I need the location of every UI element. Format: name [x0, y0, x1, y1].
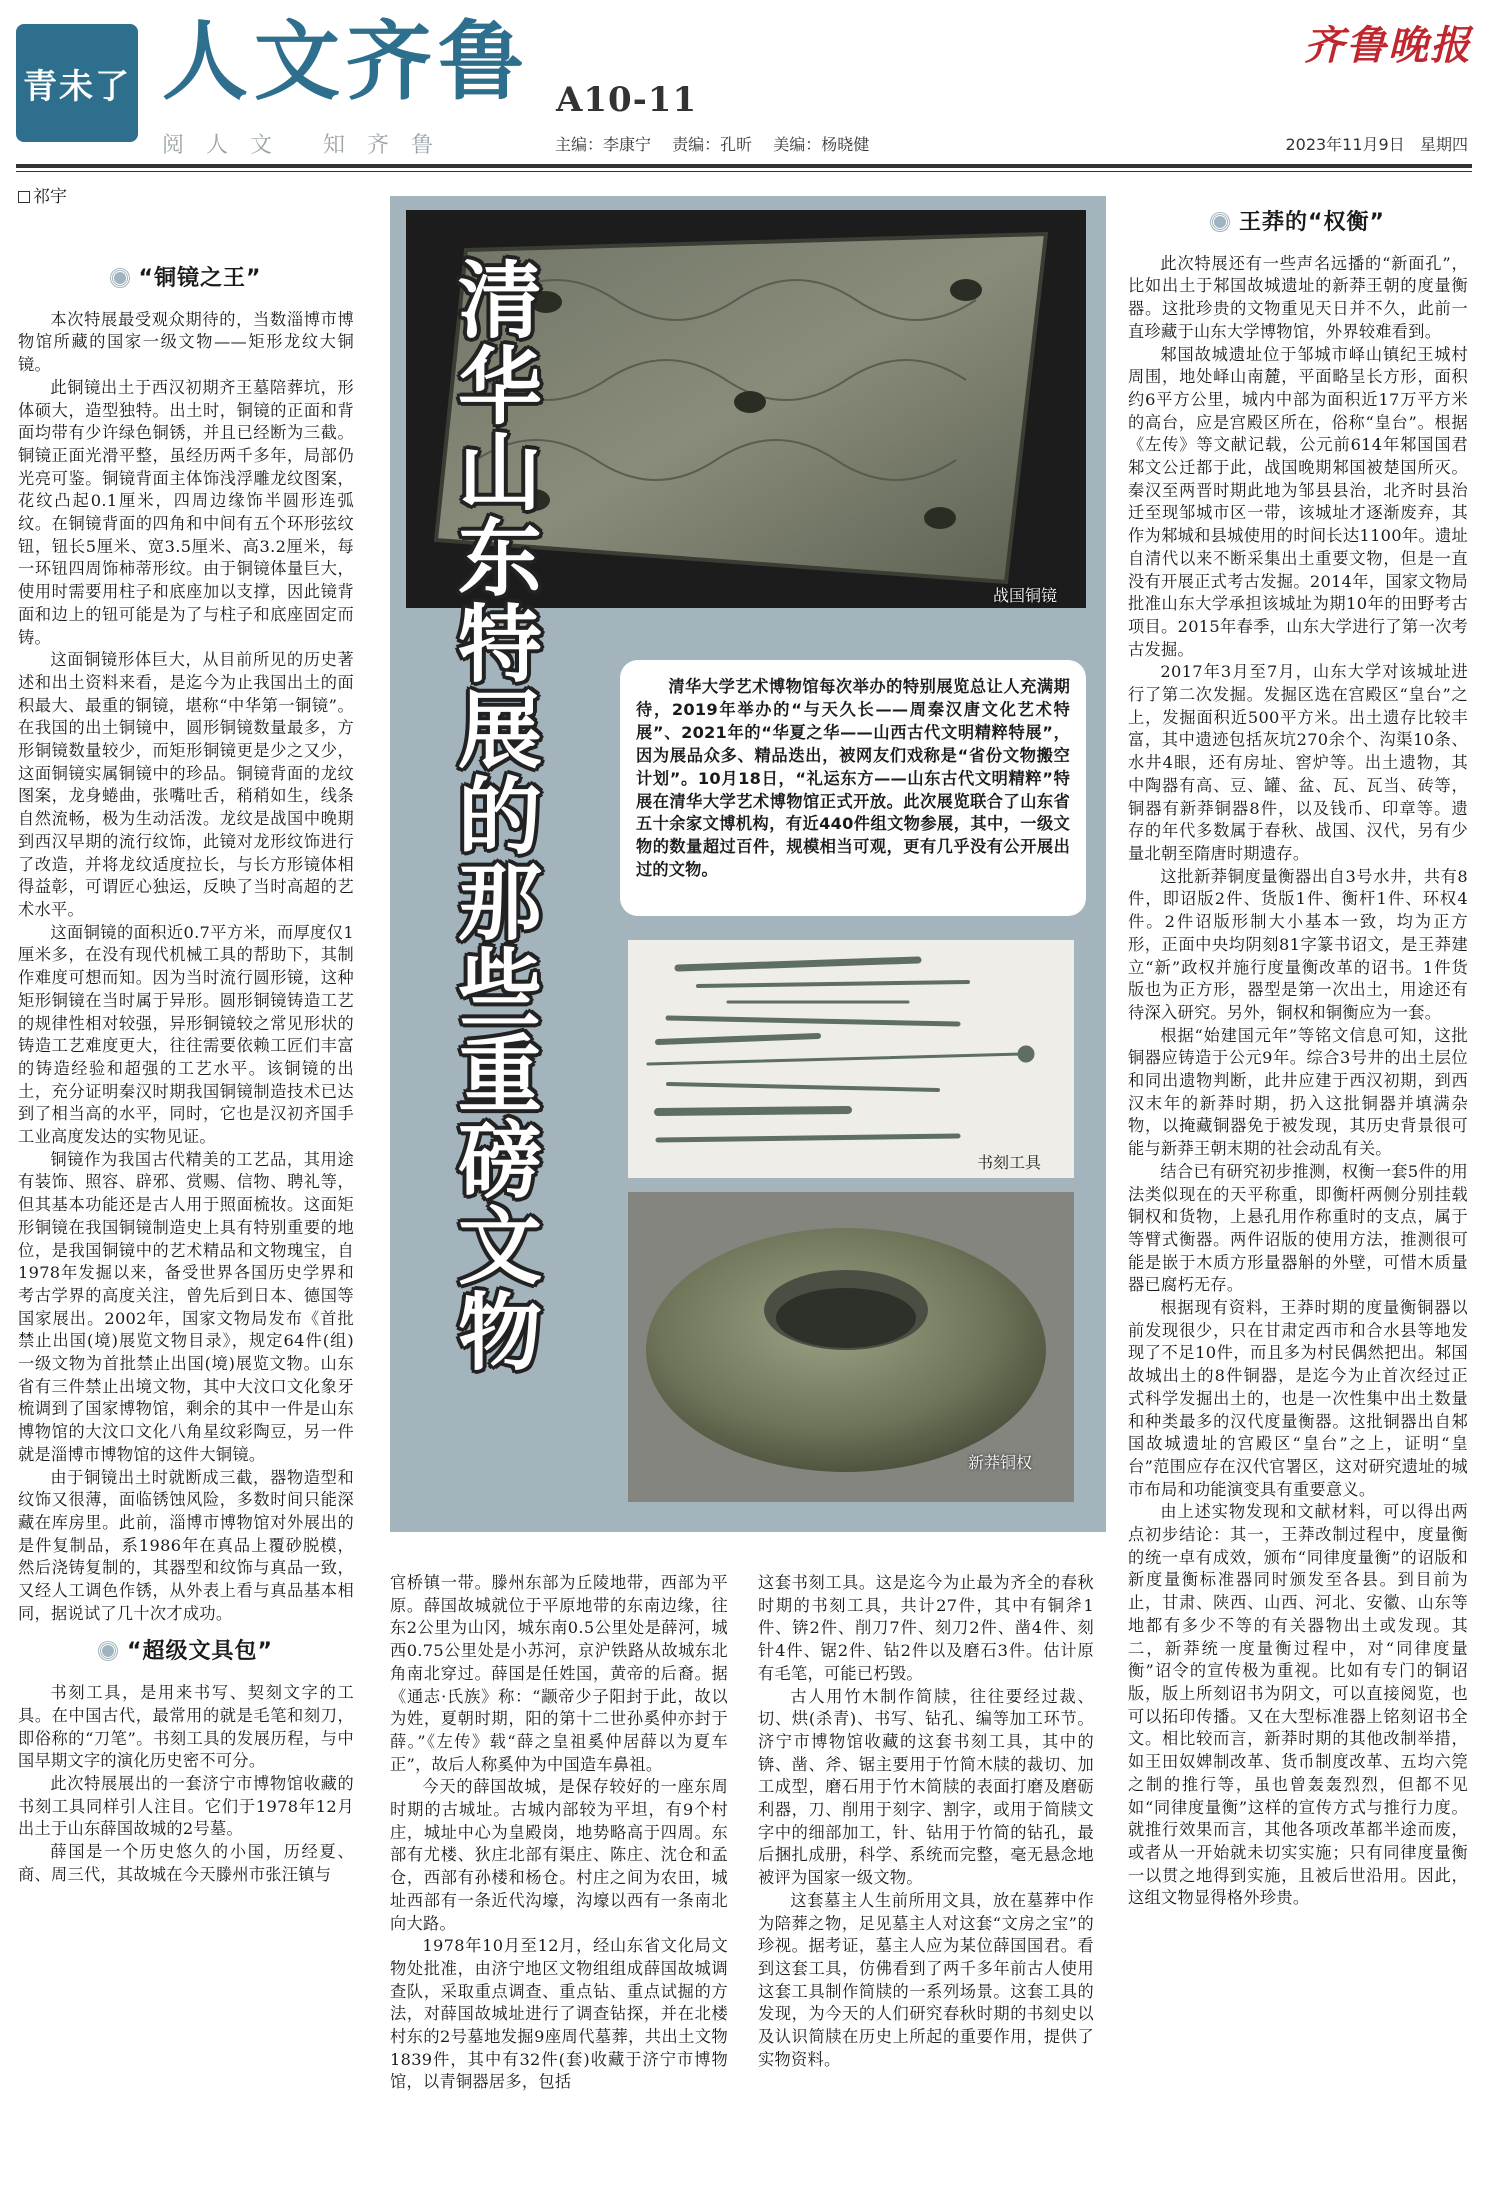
paragraph: 1978年10月至12月，经山东省文化局文物处批准，由济宁地区文物组组成薛国故城调查队，采取重点调查、重点钻、重点试掘的方法，对薛国故城址进行了调查钻探，并在北楼村东的2号墓地发掘9座周代墓葬，共出土文物1839件，其中有32件(套)收藏于济宁市博物馆，以青铜器居多，包括	[390, 1936, 728, 2092]
section-logo: 青未了	[16, 24, 138, 142]
paragraph: 薛国是一个历史悠久的小国，历经夏、商、周三代，其故城在今天滕州市张汪镇与	[18, 1842, 354, 1884]
paragraph: 本次特展最受观众期待的，当数淄博市博物馆所藏的国家一级文物——矩形龙纹大铜镜。	[18, 309, 354, 375]
byline-box-icon	[18, 191, 30, 203]
paragraph: 古人用竹木制作简牍，往往要经过裁、切、烘(杀青)、书写、钻孔、编等加工环节。济宁市博物馆收藏的这套书刻工具，其中的锛、凿、斧、锯主要用于竹简木牍的裁切、加工成型，磨石用于竹木简牍的表面打磨及磨砺利器，刀、削用于刻字、割字，或用于简牍文字中的细部加工，针、钻用于竹简的钻孔，最后捆扎成册，科学、系统而完整，毫无悬念地被评为国家一级文物。	[758, 1686, 1094, 1888]
paragraph: 这面铜镜的面积近0.7平方米，而厚度仅1厘米多，在没有现代机械工具的帮助下，其制作难度可想而知。因为当时流行圆形镜，这种矩形铜镜在当时属于异形。圆形铜镜铸造工艺的规律性相对较强，异形铜镜较之常见形状的铸造工艺难度更大，往往需要依赖工匠们丰富的铸造经验和超强的工艺水平。该铜镜的出土，充分证明秦汉时期我国铜镜制造技术已达到了相当高的水平，同时，它也是汉初齐国手工业高度发达的实物见证。	[18, 922, 354, 1147]
paragraph: 这套墓主人生前所用文具，放在墓葬中作为陪葬之物，足见墓主人对这套“文房之宝”的珍视。据考证，墓主人应为某位薛国国君。看到这套工具，仿佛看到了两千多年前古人使用这套工具制作简牍的一系列场景。这套工具的发现，为今天的人们研究春秋时期的书刻史以及认识简牍在历史上所起的重要作用，提供了实物资料。	[758, 1890, 1094, 2069]
section-title: 人文齐鲁	[162, 11, 530, 112]
subheading-stationery: “超级文具包”	[18, 1641, 354, 1664]
chief-editor: 主编：李康宁	[555, 135, 652, 154]
editor-credits	[555, 132, 885, 155]
paragraph: 今天的薛国故城，是保存较好的一座东周时期的古城址。古城内部较为平坦，有9个村庄，城址中心为皇殿岗，地势略高于四周。东部有尤楼、狄庄北部有渠庄、陈庄、沈仓和孟仓，西部有孙楼和杨仓。村庄之间为农田，城址西部有一条近代沟壕，沟壕以西有一条南北向大路。	[390, 1777, 728, 1933]
paragraph: 书刻工具，是用来书写、契刻文字的工具。在中国古代，最常用的就是毛笔和刻刀，即俗称的“刀笔”。书刻工具的发展历程，与中国早期文字的演化历史密不可分。	[18, 1683, 354, 1771]
right-column	[1128, 196, 1468, 2172]
section-slogan: 阅人文 知齐鲁	[162, 133, 455, 158]
intro-box: 清华大学艺术博物馆每次举办的特别展览总让人充满期待，2019年举办的“与天久长——周秦汉唐文化艺术特展”、2021年的“华夏之华——山西古代文明精粹特展”，因为展品众多、精品迭出，被网友们戏称是“省份文物搬空计划”。10月18日，“礼运东方——山东古代文明精粹”特展在清华大学艺术博物馆正式开放。此次展览联合了山东省五十余家文博机构，有近440件组文物参展，其中，一级文物的数量超过百件，规模相当可观，更有几乎没有公开展出过的文物。	[620, 660, 1086, 916]
paragraph: 根据现有资料，王莽时期的度量衡铜器以前发现很少，只在甘肃定西市和合水县等地发现了不足10件，而且多为村民偶然把出。邾国故城出土的8件铜器，是迄今为止首次经过正式科学发掘出土的，也是一次性集中出土数量和种类最多的汉代度量衡器。这批铜器出自邾国故城遗址的宫殿区“皇台”之上，证明“皇台”范围应存在汉代官署区，这对研究遗址的城市布局和功能演变具有重要意义。	[1128, 1298, 1468, 1499]
paragraph: 根据“始建国元年”等铭文信息可知，这批铜器应铸造于公元9年。综合3号井的出土层位和同出遗物判断，此井应建于西汉初期，到西汉末年的新莽时期，扔入这批铜器并填满杂物，以掩藏铜器免于被发现，其历史背景很可能与新莽王朝末期的社会动乱有关。	[1128, 1025, 1468, 1159]
photo-caption-tools: 书刻工具	[977, 1153, 1042, 1172]
paragraph: 2017年3月至7月，山东大学对该城址进行了第二次发掘。发掘区选在宫殿区“皇台”之上，发掘面积近500平方米。出土遗存比较丰富，其中遗迹包括灰坑270余个、沟渠10条、水井4眼，还有房址、窖炉等。出土遗物，其中陶器有高、豆、罐、盆、瓦、瓦当、砖等，铜器有新莽铜器8件，以及钱币、印章等。遗存的年代多数属于春秋、战国、汉代，另有少量北朝至隋唐时期遗存。	[1128, 662, 1468, 863]
photo-caption-mirror: 战国铜镜	[993, 586, 1058, 605]
paragraph: 这面铜镜形体巨大，从目前所见的历史著述和出土资料来看，是迄今为止我国出土的面积最大、最重的铜镜，堪称“中华第一铜镜”。在我国的出土铜镜中，圆形铜镜数量最多，方形铜镜数量较少，而矩形铜镜更是少之又少，这面铜镜实属铜镜中的珍品。铜镜背面的龙纹图案，龙身蜷曲，张嘴吐舌，稍稍如生，线条自然流畅，极为生动活泼。龙纹是战国中晚期到西汉早期的流行纹饰，此镜对龙形纹饰进行了改造，并将龙纹适度拉长，与长方形镜体相得益彰，可谓匠心独运，反映了当时高超的艺术水平。	[18, 650, 354, 919]
weekday: 星期四	[1419, 135, 1468, 154]
bullet-icon	[111, 269, 129, 287]
paragraph: 由上述实物发现和文献材料，可以得出两点初步结论：其一，王莽改制过程中，度量衡的统一卓有成效，颁布“同律度量衡”的诏版和新度量衡标准器同时颁发至各县。到目前为止，甘肃、陕西、山西、河北、安徽、山东等地都有多少不等的有关器物出土或发现。其二，新莽统一度量衡过程中，对“同律度量衡”诏令的宣传极为重视。比如有专门的铜诏版，版上所刻诏书为阴文，可以直接阅览，也可以拓印传播。又在大型标准器上铭刻诏书全文。相比较而言，新莽时期的其他改制举措，如王田奴婢制改革、货币制度改革、五均六筦之制的推行等，虽也曾轰轰烈烈，但都不见如“同律度量衡”这样的宣传方式与推行力度。就推行效果而言，其他各项改革都半途而废，或者从一开始就未切实实施；只有同律度量衡一以贯之地得到实施，且被后世沿用。因此，这组文物显得格外珍贵。	[1128, 1502, 1468, 1908]
art-editor: 美编：杨晓健	[773, 135, 870, 154]
paragraph: 此铜镜出土于西汉初期齐王墓陪葬坑，形体硕大，造型独特。出土时，铜镜的正面和背面均带有少许绿色铜锈，并且已经断为三截。铜镜正面光滑平整，虽经历两千多年，局部仍光亮可鉴。铜镜背面主体饰浅浮雕龙纹图案，花纹凸起0.1厘米，四周边缘饰半圆形连弧纹。在铜镜背面的四角和中间有五个环形弦纹钮，钮长5厘米、宽3.5厘米、高3.2厘米，每一环钮四周饰柿蒂形纹。由于铜镜体量巨大，使用时需要用柱子和底座加以支撑，因此镜背面和边上的钮可能是为了与柱子和底座固定而铸。	[18, 377, 354, 647]
paragraph: 这批新莽铜度量衡器出自3号水井，共有8件，即诏版2件、货版1件、衡杆1件、环权4件。2件诏版形制大小基本一致，均为正方形，正面中央均阴刻81字篆书诏文，是王莽建立“新”政权并施行度量衡改革的诏书。1件货版也为正方形，器型是第一次出土，用途还有待深入研究。另外，铜权和铜衡应为一套。	[1128, 866, 1468, 1022]
left-column	[18, 252, 354, 2172]
subheading-wang-mang: 王莽的“权衡”	[1128, 212, 1468, 235]
masthead-rule	[16, 164, 1472, 168]
writing-tools-photo	[628, 940, 1074, 1178]
newspaper-name: 齐鲁晚报	[1304, 22, 1472, 69]
copy-editor: 责编：孔昕	[672, 135, 753, 154]
paragraph: 结合已有研究初步推测，权衡一套5件的用法类似现在的天平称重，即衡杆两侧分别挂载铜权和货物，上悬孔用作称重时的支点，属于等臂式衡器。两件诏版的使用方法，推测很可能是嵌于木质方形量器斛的外壁，可惜木质量器已腐朽无存。	[1128, 1161, 1468, 1295]
headline: 清 华 山 东 特 展 的 那 些 重 磅 文 物	[457, 251, 542, 1382]
paragraph: 由于铜镜出土时就断成三截，器物造型和纹饰又很薄，面临锈蚀风险，多数时间只能深藏在库房里。此前，淄博市博物馆对外展出的是件复制品，系1986年在真品上覆砂脱模，然后浇铸复制的，其器型和纹饰与真品一致，又经人工调色作锈，从外表上看与真品基本相同，据说试了几十次才成功。	[18, 1467, 354, 1623]
byline: 祁宇	[18, 182, 67, 207]
masthead-rule-thin	[16, 171, 1472, 172]
date: 2023年11月9日	[1285, 135, 1405, 154]
paragraph: 此次特展展出的一套济宁市博物馆收藏的书刻工具同样引人注目。它们于1978年12月出土于山东薛国故城的2号墓。	[18, 1774, 354, 1839]
photo-caption-weight: 新莽铜权	[968, 1453, 1033, 1472]
paragraph: 此次特展还有一些声名远播的“新面孔”，比如出土于邾国故城遗址的新莽王朝的度量衡器。这批珍贵的文物重见天日并不久，此前一直珍藏于山东大学博物馆，外界较难看到。	[1128, 253, 1468, 341]
paragraph: 铜镜作为我国古代精美的工艺品，其用途有装饰、照容、辟邪、赏赐、信物、聘礼等，但其基本功能还是古人用于照面梳妆。这面矩形铜镜在我国铜镜制造史上具有特别重要的地位，是我国铜镜中的艺术精品和文物瑰宝，自1978年发掘以来，备受世界各国历史学界和考古学界的高度关注，曾先后到日本、德国等国家展出。2002年，国家文物局发布《首批禁止出国(境)展览文物目录》，规定64件(组)一级文物为首批禁止出国(境)展览文物。山东省有三件禁止出境文物，其中大汶口文化象牙梳调到了国家博物馆，剩余的其中一件是山东博物馆的大汶口文化八角星纹彩陶豆，另一件就是淄博市博物馆的这件大铜镜。	[18, 1149, 354, 1464]
paragraph: 邾国故城遗址位于邹城市峄山镇纪王城村周围，地处峄山南麓，平面略呈长方形，面积约6平方公里，城内中部为面积近17万平方米的高台，应是宫殿区所在，俗称“皇台”。根据《左传》等文献记载，公元前614年邾国国君邾文公迁都于此，战国晚期邾国被楚国所灭。秦汉至两晋时期此地为邹县县治，北齐时县治迁至现邹城市区一带，该城址才逐渐废弃，其作为邾城和县城使用的时间长达1100年。遗址自清代以来不断采集出土重要文物，但是一直没有开展正式考古发掘。2014年，国家文物局批准山东大学承担该城址为期10年的田野考古项目。2015年春季，山东大学进行了第一次考古发掘。	[1128, 344, 1468, 659]
paragraph: 这套书刻工具。这是迄今为止最为齐全的春秋时期的书刻工具，共计27件，其中有铜斧1件、锛2件、削刀7件、刻刀2件、凿4件、刻针4件、锯2件、钻2件以及磨石3件。估计原有毛笔，可能已朽毁。	[758, 1573, 1094, 1683]
writing-tools-image	[628, 940, 1074, 1178]
page-number: A10-11	[556, 80, 698, 120]
bullet-icon	[99, 1642, 117, 1660]
publication-date	[1285, 132, 1468, 155]
third-column	[758, 1572, 1094, 2170]
middle-column	[390, 1572, 728, 2170]
subheading-bronze-mirror: “铜镜之王”	[18, 268, 354, 291]
paragraph: 官桥镇一带。滕州东部为丘陵地带，西部为平原。薛国故城就位于平原地带的东南边缘，往东2公里为山冈，城东南0.5公里处是薛河，城西0.75公里处是小苏河，京沪铁路从故城东北角南北穿过。薛国是任姓国，黄帝的后裔。据《通志·氏族》称：“颛帝少子阳封于此，故以为姓，夏朝时期，阳的第十二世孙奚仲亦封于薛。”《左传》载“薛之皇祖奚仲居薛以为夏车正”，故后人称奚仲为中国造车鼻祖。	[390, 1573, 728, 1774]
bullet-icon	[1211, 213, 1229, 231]
